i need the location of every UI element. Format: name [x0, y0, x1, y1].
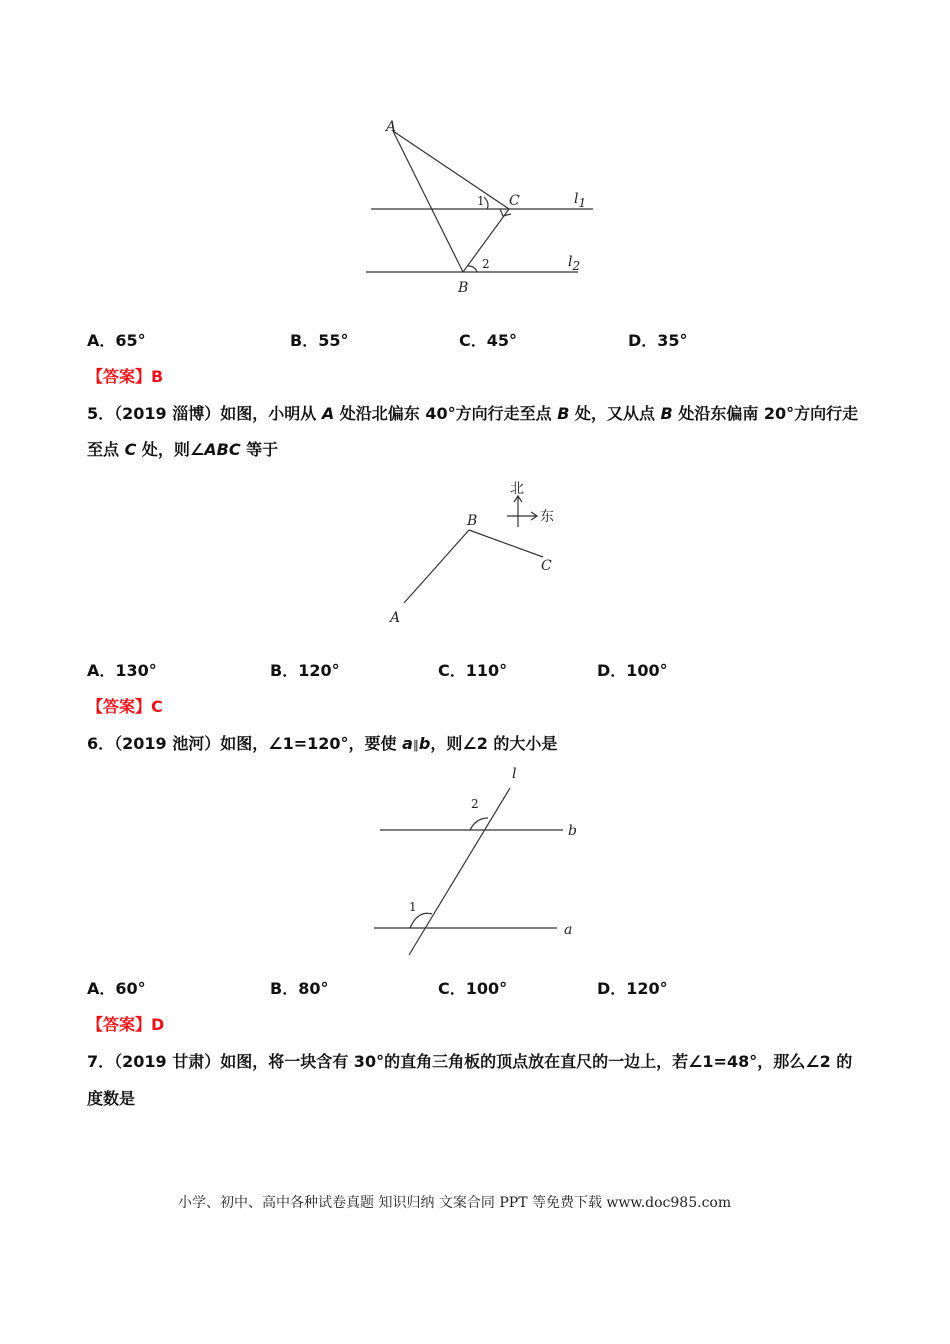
- fig2-north-label: 北: [510, 481, 524, 497]
- fig3-angle-2: 2: [471, 797, 479, 811]
- q5-text-line1: 5．（2019 淄博）如图，小明从 A 处沿北偏东 40°方向行走至点 B 处，又从点 B 处沿东偏南 20°方向行走: [87, 404, 859, 423]
- fig1-label-B: B: [458, 280, 469, 296]
- q5-answer: 【答案】C: [87, 697, 163, 716]
- q5-option-d[interactable]: D．100°: [597, 661, 668, 680]
- fig1-label-A: A: [386, 119, 397, 135]
- fig2-label-A: A: [390, 610, 401, 626]
- fig1-label-l1: l1: [574, 191, 587, 210]
- fig3-label-a: a: [564, 922, 573, 938]
- q4-option-b[interactable]: B．55°: [290, 331, 349, 350]
- fig1-angle-2: 2: [482, 257, 490, 271]
- q6-option-c[interactable]: C．100°: [438, 979, 508, 998]
- q7-text-line1: 7．（2019 甘肃）如图，将一块含有 30°的直角三角板的顶点放在直尺的一边上，若∠1=48°，那么∠2 的: [87, 1052, 853, 1071]
- q6-answer: 【答案】D: [87, 1015, 165, 1034]
- q5-option-c[interactable]: C．110°: [438, 661, 508, 680]
- q5-option-b[interactable]: B．120°: [270, 661, 340, 680]
- fig1-angle-1: 1: [477, 194, 485, 208]
- q4-answer: 【答案】B: [87, 367, 164, 386]
- page-footer: 小学、初中、高中各种试卷真题 知识归纳 文案合同 PPT 等免费下载 www.doc985.com: [178, 1195, 732, 1211]
- fig3-label-l: l: [512, 766, 517, 782]
- q5-text-line2: 至点 C 处，则∠ABC 等于: [87, 440, 279, 459]
- q4-option-a[interactable]: A．65°: [87, 331, 146, 350]
- q7-text-line2: 度数是: [87, 1089, 136, 1108]
- q4-option-c[interactable]: C．45°: [459, 331, 518, 350]
- q4-option-d[interactable]: D．35°: [628, 331, 688, 350]
- q6-option-a[interactable]: A．60°: [87, 979, 146, 998]
- q6-text: 6．（2019 池河）如图，∠1=120°，要使 a∥b，则∠2 的大小是: [87, 734, 558, 753]
- q6-option-b[interactable]: B．80°: [270, 979, 329, 998]
- fig2-label-C: C: [541, 558, 552, 574]
- fig2-east-label: 东: [540, 509, 554, 525]
- fig3-label-b: b: [568, 823, 577, 839]
- fig1-label-C: C: [509, 193, 520, 209]
- fig2-label-B: B: [467, 513, 478, 529]
- q6-option-d[interactable]: D．120°: [597, 979, 668, 998]
- fig1-label-l2: l2: [568, 254, 581, 273]
- q5-option-a[interactable]: A．130°: [87, 661, 157, 680]
- fig3-angle-1: 1: [409, 900, 417, 914]
